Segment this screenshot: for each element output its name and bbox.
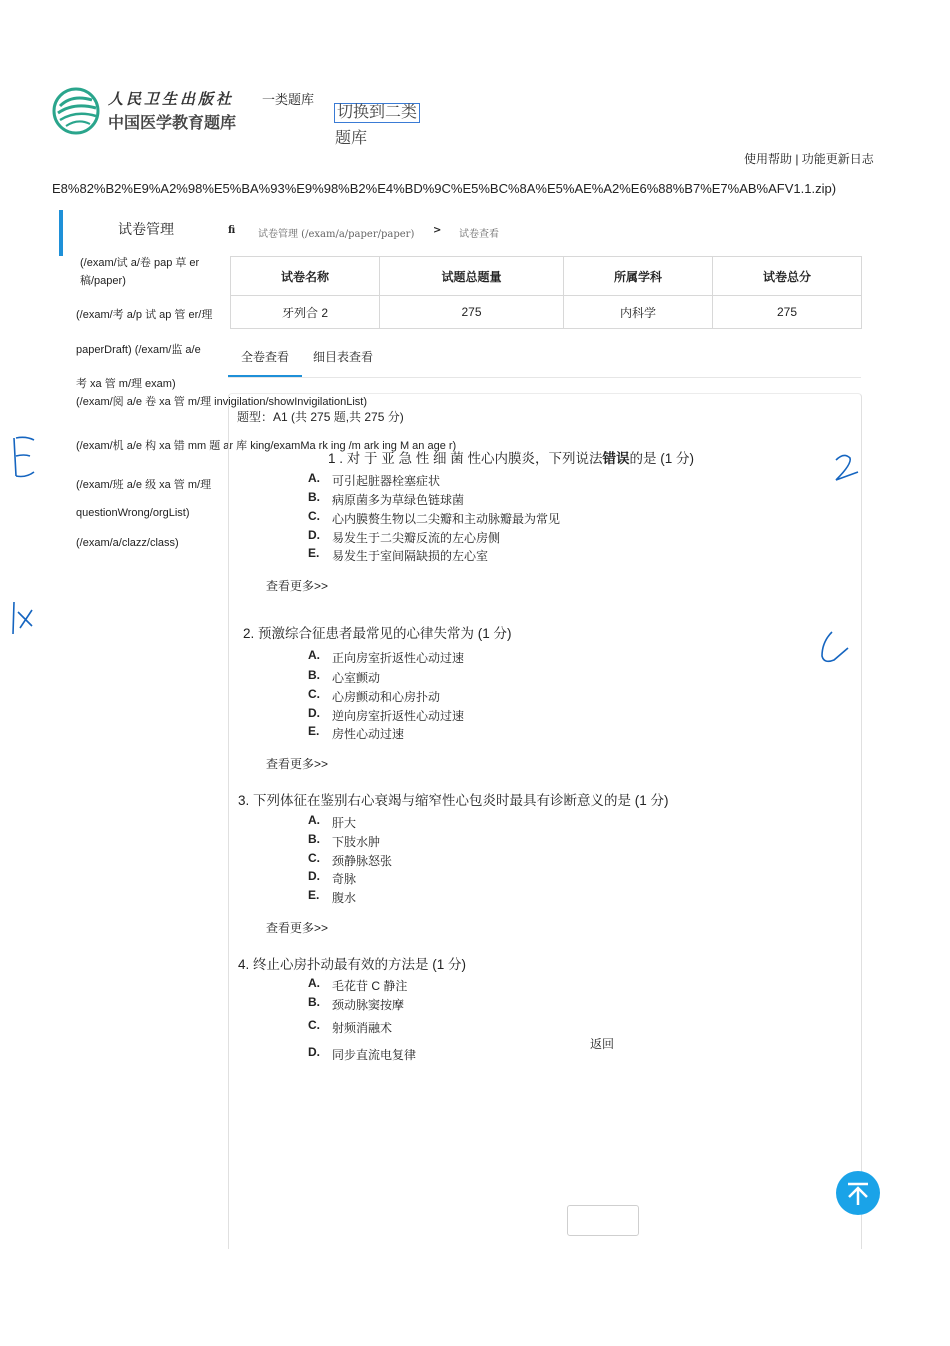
option-text: 颈静脉怒张 [332,854,393,868]
handwritten-mark-e [4,432,38,482]
option-text: 心内膜赘生物以二尖瓣和主动脉瓣最为常见 [332,512,561,526]
sidebar-item-marking[interactable]: (/exam/阅 a/e 卷 xa 管 m/理 invigilation/showInvigilationList) [76,396,367,408]
question-1-stem [328,447,694,467]
breadcrumb-paper-manage[interactable]: 试卷管理 (/exam/a/paper/paper) [258,229,415,240]
question-2-stem: 2. 预激综合征患者最常见的心律失常为 (1 分) [243,626,512,641]
logo[interactable] [52,86,242,136]
help-links[interactable]: 使用帮助 | 功能更新日志 [744,152,874,166]
option-label: C. [308,687,320,701]
option-label: D. [308,706,320,720]
cell-subject: 内科学 [564,296,713,329]
option-label: E. [308,724,320,738]
option-text: 正向房室折返性心动过速 [332,651,465,665]
question-type-heading: 题型：A1 (共 275 题,共 275 分) [237,410,404,424]
option-label: C. [308,851,320,865]
cell-total-score: 275 [713,296,862,329]
option-text: 逆向房室折返性心动过速 [332,709,465,723]
option-text: 射频消融术 [332,1021,393,1035]
breadcrumb-separator: > [433,225,442,236]
pagination-box[interactable] [567,1205,639,1236]
cell-paper-name: 牙列合 2 [231,296,380,329]
option-text: 心室颤动 [332,671,381,685]
nav-first-bank[interactable]: 一类题库 [262,92,315,107]
logo-emblem-icon [52,86,102,136]
handwritten-mark-a [8,598,38,638]
tab-detail-table[interactable]: 细目表查看 [313,350,374,364]
header-question-count: 试题总题量 [379,257,563,296]
home-icon[interactable]: fi [228,225,236,236]
sidebar-item-wrong-list[interactable]: questionWrong/orgList) [76,507,190,519]
option-label: D. [308,1045,320,1059]
option-label: D. [308,528,320,542]
paper-info-table [230,256,862,329]
option-label: B. [308,668,320,682]
option-text: 易发生于二尖瓣反流的左心房侧 [332,531,501,545]
handwritten-mark-2 [828,450,862,486]
logo-product: 中国医学教育题库 [108,115,237,132]
sidebar-item-exam[interactable]: (/exam/考 a/p 试 ap 管 er/理 [76,309,213,321]
question-4-stem: 4. 终止心房扑动最有效的方法是 (1 分) [238,957,467,972]
back-button[interactable]: 返回 [590,1037,615,1051]
option-text: 易发生于室间隔缺损的左心室 [332,549,489,563]
cell-question-count: 275 [379,296,563,329]
option-text: 心房颤动和心房扑动 [332,690,441,704]
table-header-row [231,257,862,296]
view-more-link[interactable]: 查看更多>> [266,579,329,593]
header-subject: 所属学科 [564,257,713,296]
option-label: C. [308,509,320,523]
header-paper-name: 试卷名称 [231,257,380,296]
option-label: E. [308,546,320,560]
option-text: 下肢水肿 [332,835,381,849]
option-text: 病原菌多为草绿色链球菌 [332,493,465,507]
header-total-score: 试卷总分 [713,257,862,296]
sidebar-item-wrong-questions[interactable]: (/exam/机 a/e 构 xa 错 mm 题 ar 库 king/examMa rk ing /m ark ing M an age r) [76,440,457,452]
option-label: B. [308,832,320,846]
tab-full-paper[interactable]: 全卷查看 [241,350,290,364]
handwritten-mark-c [816,628,852,668]
option-label: A. [308,648,320,662]
option-text: 奇脉 [332,872,357,886]
question-3-stem: 3. 下列体征在鉴别右心衰竭与缩窄性心包炎时最具有诊断意义的是 (1 分) [238,793,669,808]
option-label: E. [308,888,320,902]
option-label: A. [308,976,320,990]
arrow-up-icon [836,1171,880,1215]
option-text: 腹水 [332,891,357,905]
question-1-emphasis: 错误 [602,451,630,466]
breadcrumb-current: 试卷查看 [459,229,499,240]
sidebar-item-paper-draft[interactable]: paperDraft) (/exam/监 a/e [76,344,201,356]
question-1-score: 的是 (1 分) [629,451,695,466]
view-more-link[interactable]: 查看更多>> [266,757,329,771]
view-more-link[interactable]: 查看更多>> [266,921,329,935]
url-fragment-text: E8%82%B2%E9%A2%98%E5%BA%93%E9%98%B2%E4%BD%9C%E5%BC%8A%E5%AE%A2%E6%88%B7%E7%AB%AFV1.1.zip) [52,181,837,196]
switch-bank-button[interactable]: 切换到二类 [334,103,420,123]
option-label: C. [308,1018,320,1032]
option-text: 同步直流电复律 [332,1048,417,1062]
option-text: 房性心动过速 [332,727,405,741]
option-text: 肝大 [332,816,357,830]
sidebar-item-paper[interactable]: (/exam/试 a/卷 pap 草 er [80,257,200,269]
table-row [231,296,862,329]
option-label: D. [308,869,320,883]
sidebar-item-clazz[interactable]: (/exam/a/clazz/class) [76,537,179,549]
option-label: A. [308,813,320,827]
option-label: B. [308,995,320,1009]
switch-bank-button-line2[interactable]: 题库 [335,130,368,147]
back-to-top-button[interactable] [836,1171,880,1215]
option-text: 可引起脏器栓塞症状 [332,474,441,488]
sidebar-title[interactable]: 试卷管理 [118,221,174,237]
option-text: 颈动脉窦按摩 [332,998,405,1012]
option-text: 毛花苷 C 静注 [332,979,408,993]
option-label: A. [308,471,320,485]
logo-publisher: 人民卫生出版社 [108,90,235,108]
option-label: B. [308,490,320,504]
question-1-text: 1 . 对 于 亚 急 性 细 菌 性心内膜炎，下列说法 [328,451,603,466]
sidebar-active-indicator [59,210,63,256]
tab-divider [228,377,861,378]
sidebar-item-invigilation[interactable]: 考 xa 管 m/理 exam) [76,378,176,390]
sidebar-item-paper-2[interactable]: 稿/paper) [80,275,126,287]
sidebar-item-class[interactable]: (/exam/班 a/e 级 xa 管 m/理 [76,479,212,491]
